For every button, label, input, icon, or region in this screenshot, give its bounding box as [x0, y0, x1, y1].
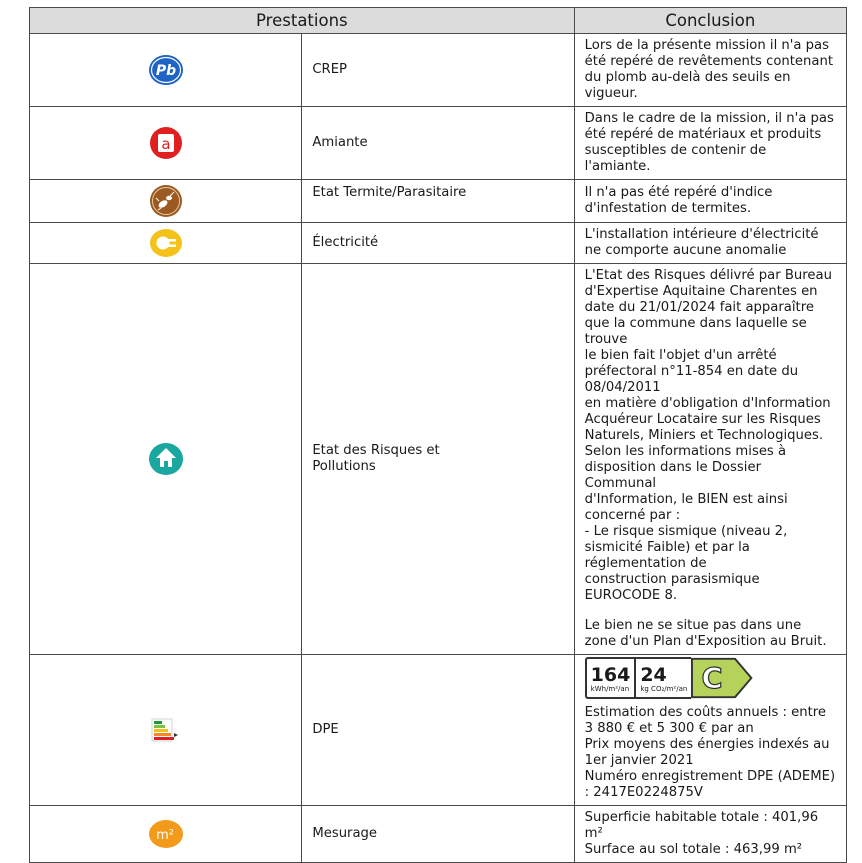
row-conclusion: Dans le cadre de la mission, il n'a pas été repéré de matériaux et produits susceptibles de contenir de l'amiante. [574, 107, 846, 180]
row-label: Amiante [302, 107, 574, 180]
table-row [30, 180, 847, 223]
row-conclusion: Superficie habitable totale : 401,96 m² Surface au sol totale : 463,99 m² [574, 806, 846, 863]
table-row [30, 223, 847, 264]
row-label: Etat Termite/Parasitaire [302, 180, 574, 223]
asbestos-a-icon [149, 126, 183, 160]
table-header-row [30, 8, 847, 34]
row-conclusion: Il n'a pas été repéré d'indice d'infestation de termites. [574, 180, 846, 223]
table-row [30, 264, 847, 655]
row-label: Mesurage [302, 806, 574, 863]
prestations-header: Prestations [30, 8, 575, 34]
termite-icon [149, 184, 183, 218]
energy-label-icon [148, 715, 184, 745]
electricity-plug-icon [149, 228, 183, 258]
dpe-class-arrow [691, 657, 752, 699]
dpe-label [585, 657, 753, 699]
row-conclusion: 164 kWh/m²/an 24 kg CO₂/m²/an C Estimation des coûts annuels : entre 3 880 € et 5 300 € par an Prix moyens des énergies indexés au 1er janvier 2021 Numéro enregistrement DPE (ADEME) : 2417E0224875V [574, 655, 846, 806]
table-row [30, 107, 847, 180]
lead-pb-icon [148, 54, 184, 86]
row-label: Etat des Risques et Pollutions [302, 264, 574, 655]
diagnostics-summary-table [29, 7, 847, 863]
row-label: CREP [302, 34, 574, 107]
dpe-class-letter: C [701, 661, 723, 696]
svg-text:Pb: Pb [155, 63, 176, 79]
energy-value: 164 [590, 663, 631, 686]
ges-unit: kg CO₂/m²/an [640, 684, 688, 693]
conclusion-header: Conclusion [574, 8, 846, 34]
row-label: DPE [302, 655, 574, 806]
row-conclusion: L'Etat des Risques délivré par Bureau d'Expertise Aquitaine Charentes en date du 21/01/2024 fait apparaître que la commune dans laquelle se trouve le bien fait l'objet d'un arrêté préfectoral n°11-854 en date du 08/04/2011 en matière d'obligation d'Information Acquéreur Locataire sur les Risques Naturels, Miniers et Technologiques. Selon les informations mises à disposition dans le Dossier Communal d'Information, le BIEN est ainsi concerné par : - Le risque sismique (niveau 2, sismicité Faible) et par la réglementation de construction parasismique EUROCODE 8. Le bien ne se situe pas dans une zone d'un Plan d'Exposition au Bruit. [574, 264, 846, 655]
table-row [30, 655, 847, 806]
energy-unit: kWh/m²/an [590, 684, 630, 693]
row-conclusion: Lors de la présente mission il n'a pas été repéré de revêtements contenant du plomb au-delà des seuils en vigueur. [574, 34, 846, 107]
table-row [30, 806, 847, 863]
surface-m2-icon [148, 819, 184, 849]
ges-value: 24 [640, 663, 667, 686]
svg-text:m²: m² [155, 828, 174, 843]
row-label: Électricité [302, 223, 574, 264]
table-row [30, 34, 847, 107]
svg-text:a: a [161, 135, 171, 153]
house-risk-icon [148, 442, 184, 476]
row-conclusion: L'installation intérieure d'électricité ne comporte aucune anomalie [574, 223, 846, 264]
